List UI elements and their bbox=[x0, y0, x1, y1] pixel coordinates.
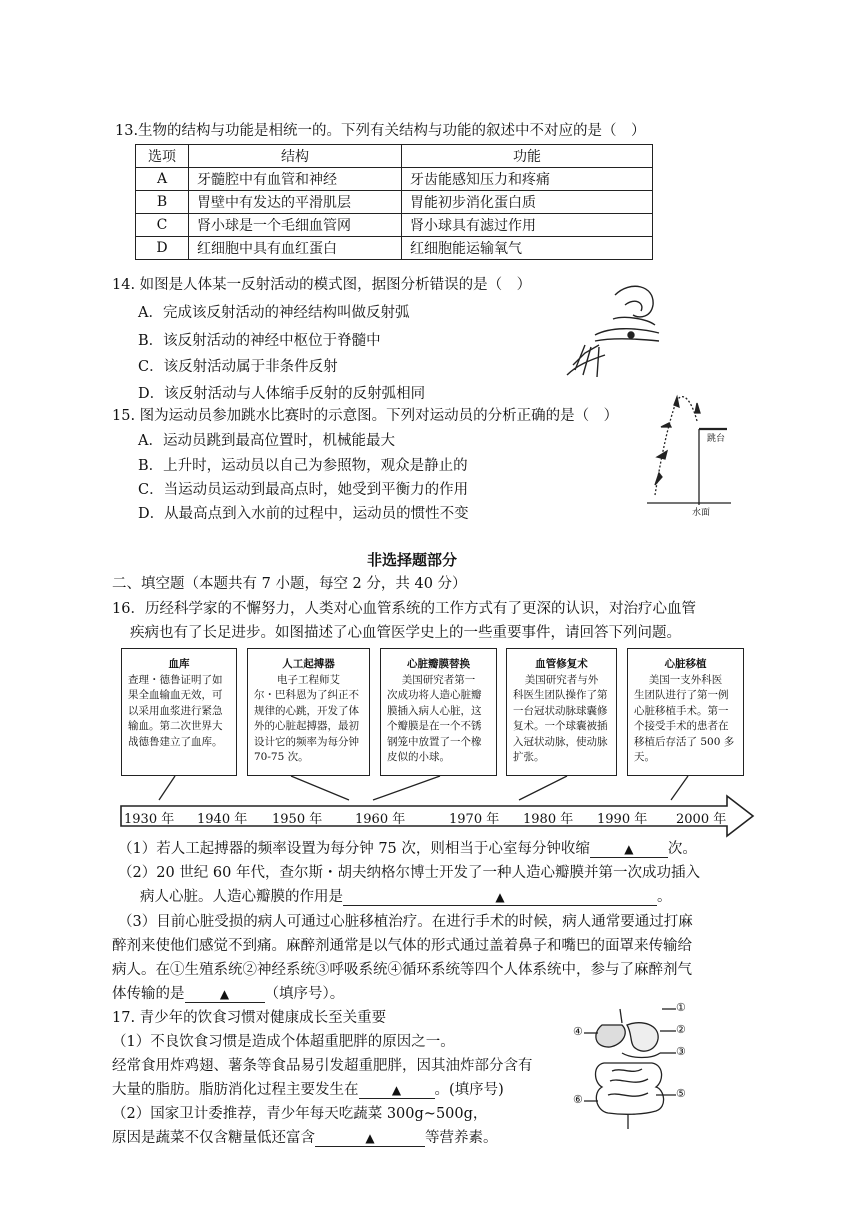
connector-2 bbox=[291, 776, 349, 800]
q13-stem: 13.生物的结构与功能是相统一的。下列有关结构与功能的叙述中不对应的是（ ） bbox=[115, 123, 646, 139]
timeline-box-valve bbox=[380, 648, 497, 776]
row-function: 胃能初步消化蛋白质 bbox=[402, 191, 653, 214]
part2-heading: 二、填空题（本题共有 7 小题，每空 2 分，共 40 分） bbox=[112, 576, 467, 592]
header-option: 选项 bbox=[136, 145, 189, 168]
box-body: 科医生团队操作了第一台冠状动脉球囊修复术。一个球囊被插入冠状动脉，使动脉扩张。 bbox=[513, 689, 608, 763]
organ-label-4: ④ bbox=[573, 1025, 583, 1038]
timeline-box-blood-bank bbox=[121, 648, 237, 776]
digestive-system-figure bbox=[572, 1003, 712, 1138]
organ-label-2: ② bbox=[676, 1023, 686, 1036]
table-row bbox=[136, 237, 653, 260]
q14-stem: 14. 如图是人体某一反射活动的模式图，据图分析错误的是（ ） bbox=[112, 277, 532, 293]
q17-sub1-line3 bbox=[112, 1078, 504, 1099]
year-label: 2000 年 bbox=[676, 812, 727, 827]
row-function: 肾小球具有滤过作用 bbox=[402, 214, 653, 237]
answer-blank[interactable] bbox=[359, 1082, 435, 1099]
section-title: 非选择题部分 bbox=[367, 551, 458, 569]
table-row bbox=[136, 168, 653, 191]
row-option: C bbox=[136, 214, 189, 237]
table-header-row bbox=[136, 145, 653, 168]
row-structure: 胃壁中有发达的平滑肌层 bbox=[189, 191, 402, 214]
row-structure: 红细胞中具有血红蛋白 bbox=[189, 237, 402, 260]
timeline-box-pacemaker bbox=[247, 648, 370, 776]
q13-table bbox=[135, 144, 653, 260]
answer-blank[interactable] bbox=[185, 986, 265, 1003]
reflex-arc-figure bbox=[555, 275, 665, 385]
q14-option-a: A．完成该反射活动的神经结构叫做反射弧 bbox=[138, 305, 410, 321]
header-structure: 结构 bbox=[189, 145, 402, 168]
q17-stem: 17. 青少年的饮食习惯对健康成长至关重要 bbox=[112, 1010, 387, 1026]
q15-stem: 15. 图为运动员参加跳水比赛时的示意图。下列对运动员的分析正确的是（ ） bbox=[112, 408, 619, 424]
q14-option-c: C．该反射活动属于非条件反射 bbox=[138, 359, 338, 375]
box-body: 尔・巴科恩为了纠正不规律的心跳，开发了体外的心脏起搏器，最初设计它的频率为每分钟 70-75 次。 bbox=[254, 689, 359, 763]
q16-sub2-line2 bbox=[140, 885, 672, 906]
q16-sub3-line2: 醉剂来使他们感觉不到痛。麻醉剂通常是以气体的形式通过盖着鼻子和嘴巴的面罩来传输给 bbox=[112, 938, 692, 954]
q17-sub1-line2: 经常食用炸鸡翅、薯条等食品易引发超重肥胖，因其油炸部分含有 bbox=[112, 1058, 533, 1074]
organ-label-5: ⑤ bbox=[676, 1087, 686, 1100]
box-title: 心脏移植 bbox=[664, 658, 707, 670]
year-label: 1950 年 bbox=[272, 812, 323, 827]
blank-marker: ▲ bbox=[219, 987, 230, 1001]
connector-5 bbox=[671, 776, 688, 800]
q16-stem-line2: 疾病也有了长足进步。如图描述了心血管医学史上的一些重要事件，请回答下列问题。 bbox=[130, 625, 681, 641]
connector-3 bbox=[373, 776, 440, 800]
box-title: 心脏瓣膜替换 bbox=[407, 658, 470, 670]
table-row bbox=[136, 191, 653, 214]
header-function: 功能 bbox=[402, 145, 653, 168]
box-title: 血管修复术 bbox=[535, 658, 588, 670]
year-label: 1940 年 bbox=[197, 812, 248, 827]
q16-sub2-text: 病人心脏。人造心瓣膜的作用是 bbox=[140, 889, 343, 905]
row-function: 牙齿能感知压力和疼痛 bbox=[402, 168, 653, 191]
row-structure: 牙髓腔中有血管和神经 bbox=[189, 168, 402, 191]
q16-sub1-text: （1）若人工起搏器的频率设置为每分钟 75 次，则相当于心室每分钟收缩 bbox=[118, 841, 590, 857]
q17-sub2-line1: （2）国家卫计委推荐，青少年每天吃蔬菜 300g~500g， bbox=[112, 1106, 488, 1122]
year-label: 1980 年 bbox=[523, 812, 574, 827]
q17-sub2-end: 等营养素。 bbox=[425, 1130, 498, 1146]
q17-sub1-text: 大量的脂肪。脂肪消化过程主要发生在 bbox=[112, 1082, 359, 1098]
q15-option-c: C．当运动员运动到最高点时，她受到平衡力的作用 bbox=[138, 482, 469, 498]
box-subtitle: 美国研究者与外 bbox=[524, 673, 599, 686]
organ-label-3: ③ bbox=[676, 1045, 686, 1058]
box-title: 血库 bbox=[168, 658, 190, 670]
diving-figure bbox=[635, 385, 735, 520]
q16-sub1 bbox=[118, 837, 697, 858]
organ-label-1: ① bbox=[676, 1001, 686, 1014]
table-row bbox=[136, 214, 653, 237]
q17-sub2-line2 bbox=[112, 1126, 498, 1147]
q17-sub1-end: 。(填序号) bbox=[434, 1082, 504, 1098]
box-subtitle: 电子工程师艾 bbox=[277, 673, 340, 686]
q14-option-d: D．该反射活动与人体缩手反射的反射弧相同 bbox=[138, 386, 426, 402]
row-option: D bbox=[136, 237, 189, 260]
connector-4 bbox=[519, 776, 567, 800]
box-title: 人工起搏器 bbox=[282, 658, 335, 670]
blank-marker: ▲ bbox=[365, 1131, 375, 1145]
year-label: 1970 年 bbox=[449, 812, 500, 827]
row-option: B bbox=[136, 191, 189, 214]
water-label: 水面 bbox=[692, 508, 711, 518]
row-structure: 肾小球是一个毛细血管网 bbox=[189, 214, 402, 237]
timeline-box-vascular bbox=[506, 648, 617, 776]
box-body: 生团队进行了第一例心脏移植手术。第一个接受手术的患者在移植后存活了 500 多天。 bbox=[634, 689, 735, 763]
q16-sub2-end: 。 bbox=[657, 889, 672, 905]
q16-sub2-line1: （2）20 世纪 60 年代，查尔斯・胡夫纳格尔博士开发了一种人造心瓣膜并第一次成功插入 bbox=[118, 865, 700, 881]
row-option: A bbox=[136, 168, 189, 191]
year-label: 1930 年 bbox=[124, 812, 175, 827]
row-function: 红细胞能运输氧气 bbox=[402, 237, 653, 260]
answer-blank[interactable] bbox=[315, 1130, 425, 1147]
q15-option-b: B．上升时，运动员以自己为参照物，观众是静止的 bbox=[138, 458, 468, 474]
blank-marker: ▲ bbox=[624, 842, 634, 856]
q17-sub2-text: 原因是蔬菜不仅含糖量低还富含 bbox=[112, 1130, 315, 1146]
connector-1 bbox=[159, 776, 175, 800]
q16-sub3-line1: （3）目前心脏受损的病人可通过心脏移植治疗。在进行手术的时候，病人通常要通过打麻 bbox=[118, 914, 693, 930]
q16-sub3-end: （填序号）。 bbox=[264, 986, 345, 1002]
blank-marker: ▲ bbox=[495, 890, 505, 904]
timeline-box-transplant bbox=[627, 648, 744, 776]
year-label: 1960 年 bbox=[355, 812, 406, 827]
year-label: 1990 年 bbox=[597, 812, 648, 827]
box-subtitle: 美国一支外科医 bbox=[648, 673, 723, 686]
answer-blank[interactable] bbox=[590, 841, 668, 858]
q17-sub1-line1: （1）不良饮食习惯是造成个体超重肥胖的原因之一。 bbox=[112, 1034, 455, 1050]
q16-sub3-line3: 病人。在①生殖系统②神经系统③呼吸系统④循环系统等四个人体系统中，参与了麻醉剂气 bbox=[112, 962, 692, 978]
blank-marker: ▲ bbox=[391, 1083, 402, 1097]
q16-stem-line1: 16．历经科学家的不懈努力，人类对心血管系统的工作方式有了更深的认识，对治疗心血管 bbox=[112, 601, 696, 617]
q16-sub3-text: 体传输的是 bbox=[112, 986, 185, 1002]
platform-label: 跳台 bbox=[707, 434, 726, 444]
organ-label-6: ⑥ bbox=[573, 1093, 583, 1106]
q16-sub1-end: 次。 bbox=[667, 841, 697, 857]
box-body: 次成功将人造心脏瓣膜插入病人心脏，这个瓣膜是在一个不锈钢笼中放置了一个橡皮似的小球。 bbox=[387, 689, 482, 763]
answer-blank[interactable] bbox=[343, 889, 657, 906]
q15-option-d: D．从最高点到入水前的过程中，运动员的惯性不变 bbox=[138, 506, 469, 522]
q15-option-a: A．运动员跳到最高位置时，机械能最大 bbox=[138, 433, 395, 449]
q16-sub3-line4 bbox=[112, 982, 344, 1003]
box-body: 查理・德鲁证明了如果全血输血无效，可以采用血浆进行紧急输血。第二次世界大战德鲁建立了血库。 bbox=[128, 673, 223, 748]
box-subtitle: 美国研究者第一 bbox=[401, 673, 476, 686]
q14-option-b: B．该反射活动的神经中枢位于脊髓中 bbox=[138, 333, 381, 349]
timeline-arrow bbox=[115, 776, 760, 838]
